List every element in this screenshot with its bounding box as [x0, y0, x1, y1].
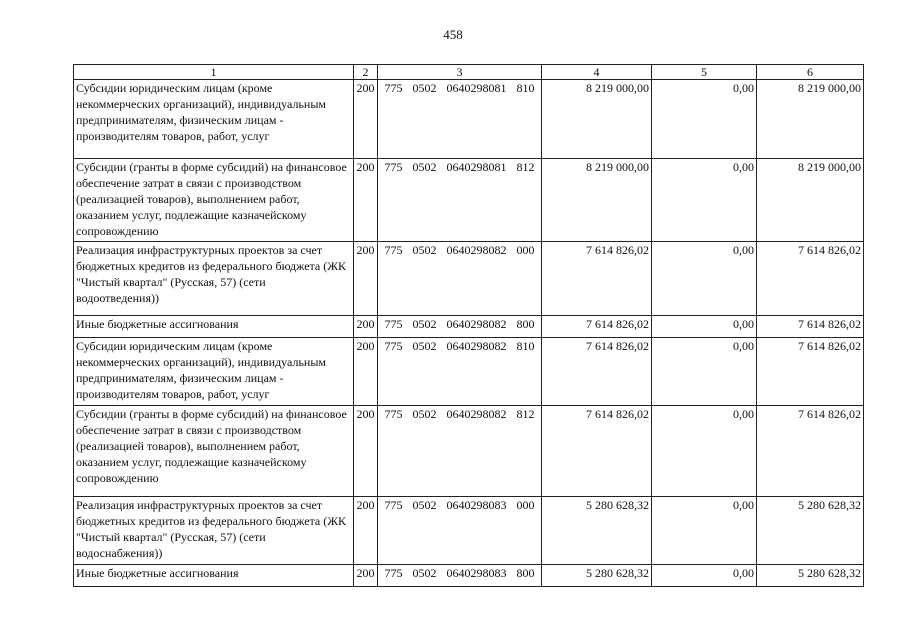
code-rz: 0502: [412, 81, 437, 95]
row-code: [378, 565, 542, 587]
row-col-2: 200: [354, 497, 378, 565]
header-col-5: 5: [652, 65, 757, 80]
code-vr: 810: [516, 339, 535, 353]
row-col-2: 200: [354, 80, 378, 159]
row-col-5: 0,00: [652, 338, 757, 406]
table-row: [74, 497, 864, 565]
code-rz: 0502: [412, 243, 437, 257]
table-row: [74, 316, 864, 338]
row-col-4: 7 614 826,02: [542, 406, 652, 497]
code-vr: 800: [516, 566, 535, 580]
row-col-5: 0,00: [652, 316, 757, 338]
row-col-4: 5 280 628,32: [542, 565, 652, 587]
row-col-6: 7 614 826,02: [757, 406, 864, 497]
code-gr: 775: [384, 339, 403, 353]
code-vr: 812: [516, 407, 535, 421]
code-cs: 0640298081: [446, 81, 507, 95]
row-code: [378, 316, 542, 338]
table-row: [74, 406, 864, 497]
row-col-2: 200: [354, 338, 378, 406]
header-col-6: 6: [757, 65, 864, 80]
code-vr: 810: [516, 81, 535, 95]
code-cs: 0640298082: [446, 407, 507, 421]
row-col-4: 8 219 000,00: [542, 159, 652, 242]
row-col-4: 7 614 826,02: [542, 338, 652, 406]
row-col-5: 0,00: [652, 242, 757, 316]
code-rz: 0502: [412, 339, 437, 353]
code-cs: 0640298083: [446, 498, 507, 512]
row-col-6: 7 614 826,02: [757, 316, 864, 338]
code-vr: 000: [516, 243, 535, 257]
code-gr: 775: [384, 317, 403, 331]
row-name: Субсидии юридическим лицам (кроме некоммерческих организаций), индивидуальным предпринимателям, физическим лицам - производителям товаров, работ, услуг: [74, 80, 354, 159]
code-cs: 0640298081: [446, 160, 507, 174]
row-col-5: 0,00: [652, 565, 757, 587]
row-col-4: 8 219 000,00: [542, 80, 652, 159]
row-col-5: 0,00: [652, 406, 757, 497]
header-row: [74, 65, 864, 80]
row-col-2: 200: [354, 565, 378, 587]
row-col-6: 7 614 826,02: [757, 338, 864, 406]
row-name: Субсидии (гранты в форме субсидий) на финансовое обеспечение затрат в связи с производством (реализацией товаров), выполнением работ, оказанием услуг, подлежащие казначейскому сопровождению: [74, 406, 354, 497]
code-vr: 000: [516, 498, 535, 512]
code-rz: 0502: [412, 407, 437, 421]
code-cs: 0640298082: [446, 339, 507, 353]
row-col-5: 0,00: [652, 497, 757, 565]
code-gr: 775: [384, 407, 403, 421]
row-name: Реализация инфраструктурных проектов за счет бюджетных кредитов из федерального бюджета (ЖК "Чистый квартал" (Русская, 57) (сети водоотведения)): [74, 242, 354, 316]
code-gr: 775: [384, 81, 403, 95]
code-cs: 0640298082: [446, 243, 507, 257]
row-col-2: 200: [354, 242, 378, 316]
budget-table: [73, 64, 864, 587]
code-vr: 800: [516, 317, 535, 331]
row-code: [378, 406, 542, 497]
row-col-2: 200: [354, 159, 378, 242]
table-row: [74, 159, 864, 242]
row-name: Субсидии (гранты в форме субсидий) на финансовое обеспечение затрат в связи с производством (реализацией товаров), выполнением работ, оказанием услуг, подлежащие казначейскому сопровождению: [74, 159, 354, 242]
header-col-3: 3: [378, 65, 542, 80]
row-code: [378, 159, 542, 242]
row-col-4: 5 280 628,32: [542, 497, 652, 565]
row-col-6: 8 219 000,00: [757, 80, 864, 159]
header-col-2: 2: [354, 65, 378, 80]
row-code: [378, 497, 542, 565]
row-col-6: 5 280 628,32: [757, 497, 864, 565]
row-col-4: 7 614 826,02: [542, 316, 652, 338]
row-col-6: 7 614 826,02: [757, 242, 864, 316]
code-cs: 0640298083: [446, 566, 507, 580]
table-row: [74, 80, 864, 159]
header-col-1: 1: [74, 65, 354, 80]
code-rz: 0502: [412, 317, 437, 331]
code-rz: 0502: [412, 498, 437, 512]
row-name: Реализация инфраструктурных проектов за счет бюджетных кредитов из федерального бюджета (ЖК "Чистый квартал" (Русская, 57) (сети водоснабжения)): [74, 497, 354, 565]
table-row: [74, 565, 864, 587]
row-name: Иные бюджетные ассигнования: [74, 565, 354, 587]
row-col-5: 0,00: [652, 80, 757, 159]
code-gr: 775: [384, 566, 403, 580]
row-col-6: 5 280 628,32: [757, 565, 864, 587]
code-vr: 812: [516, 160, 535, 174]
row-name: Субсидии юридическим лицам (кроме некоммерческих организаций), индивидуальным предпринимателям, физическим лицам - производителям товаров, работ, услуг: [74, 338, 354, 406]
row-col-5: 0,00: [652, 159, 757, 242]
row-code: [378, 338, 542, 406]
page-number: 458: [443, 27, 463, 42]
code-rz: 0502: [412, 566, 437, 580]
header-col-4: 4: [542, 65, 652, 80]
row-col-2: 200: [354, 316, 378, 338]
table-row: [74, 242, 864, 316]
row-col-4: 7 614 826,02: [542, 242, 652, 316]
code-rz: 0502: [412, 160, 437, 174]
code-gr: 775: [384, 160, 403, 174]
table-row: [74, 338, 864, 406]
code-cs: 0640298082: [446, 317, 507, 331]
code-gr: 775: [384, 243, 403, 257]
row-code: [378, 242, 542, 316]
code-gr: 775: [384, 498, 403, 512]
row-col-2: 200: [354, 406, 378, 497]
row-code: [378, 80, 542, 159]
row-name: Иные бюджетные ассигнования: [74, 316, 354, 338]
row-col-6: 8 219 000,00: [757, 159, 864, 242]
